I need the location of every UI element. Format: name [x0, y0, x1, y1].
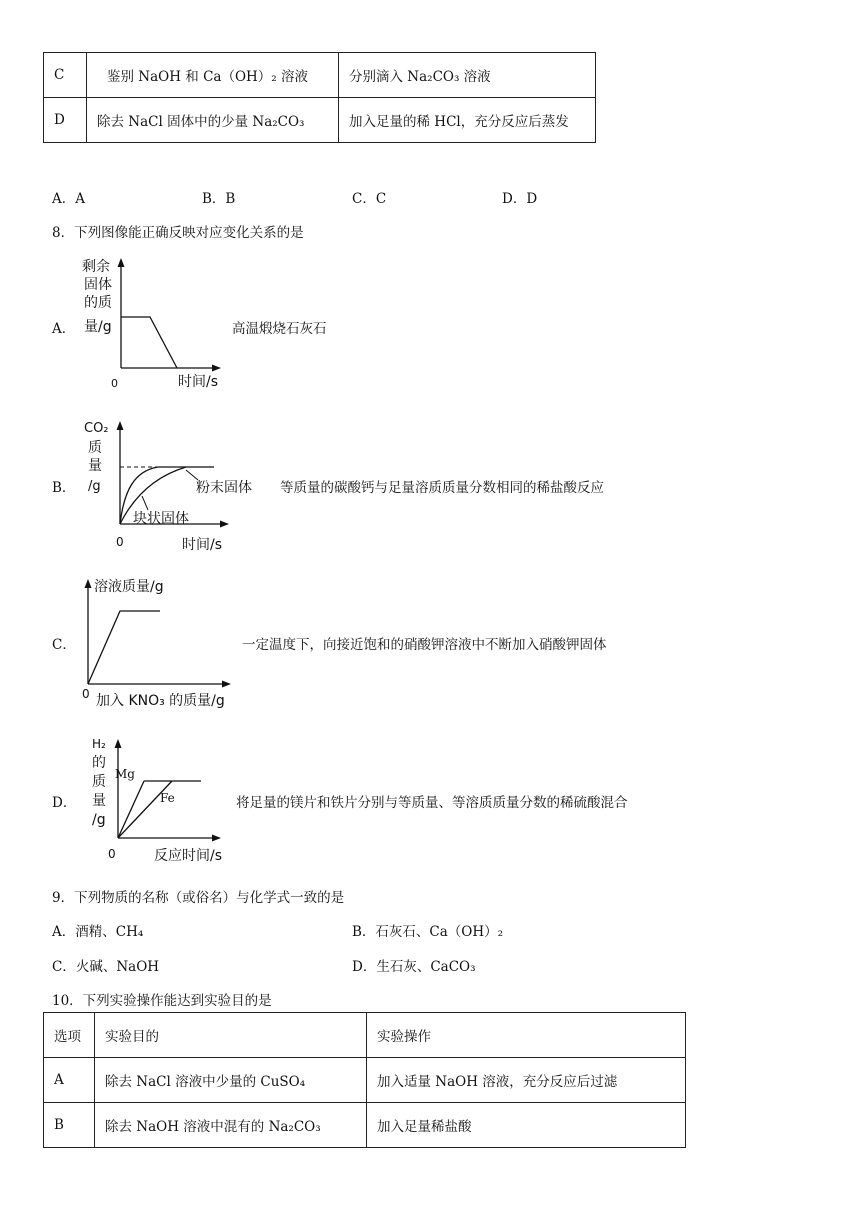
row-operation: 加入足量的稀 HCl，充分反应后蒸发	[339, 98, 596, 143]
q8b-ylabel-2: 质	[88, 440, 102, 456]
row-purpose: 除去 NaOH 溶液中混有的 Na₂CO₃	[95, 1103, 367, 1148]
q8d-curve2-label: Fe	[160, 791, 175, 805]
q8-stem: 8．下列图像能正确反映对应变化关系的是	[52, 225, 304, 241]
q8-option-b-desc: 等质量的碳酸钙与足量溶质质量分数相同的稀盐酸反应	[280, 480, 604, 496]
q8a-xlabel: 时间/s	[178, 374, 219, 390]
q9-option-b[interactable]: B．石灰石、Ca（OH）₂	[352, 924, 504, 940]
table-row	[44, 53, 596, 98]
q8d-ylabel-2: 的	[92, 755, 106, 771]
q8d-xlabel: 反应时间/s	[154, 848, 223, 864]
row-operation: 加入足量稀盐酸	[367, 1103, 686, 1148]
q7-table	[43, 52, 596, 143]
q9-stem: 9．下列物质的名称（或俗名）与化学式一致的是	[52, 890, 345, 906]
q8-graph-a	[76, 256, 236, 396]
q9-option-c[interactable]: C．火碱、NaOH	[52, 959, 160, 975]
q8-option-d-letter[interactable]: D．	[52, 795, 77, 811]
header-purpose: 实验目的	[95, 1013, 367, 1058]
q8a-ylabel-2: 固体	[84, 277, 112, 293]
q8b-ylabel-4: /g	[88, 479, 101, 494]
row-label: B	[44, 1103, 95, 1148]
q8-option-c-letter[interactable]: C．	[52, 637, 76, 653]
q8d-curve1-label: Mg	[115, 767, 135, 781]
q8-option-a-desc: 高温煅烧石灰石	[232, 321, 327, 337]
q8d-ylabel-4: 量	[92, 793, 106, 809]
q7-option-a[interactable]: A．A	[52, 191, 85, 207]
table-header-row	[44, 1013, 686, 1058]
q8-graph-c	[76, 574, 246, 716]
q8a-ylabel-1: 剩余	[82, 259, 110, 275]
q10-table	[43, 1012, 686, 1148]
q8d-ylabel-5: /g	[92, 812, 106, 828]
q8-graph-d	[80, 734, 240, 868]
row-purpose: 鉴别 NaOH 和 Ca（OH）₂ 溶液	[87, 53, 339, 98]
q8-option-b-letter[interactable]: B．	[52, 480, 76, 496]
q7-option-c[interactable]: C．C	[352, 191, 387, 207]
row-label: D	[44, 98, 87, 143]
q8b-ylabel-3: 量	[88, 458, 102, 474]
q8-graph-b	[76, 416, 276, 556]
row-purpose: 除去 NaCl 固体中的少量 Na₂CO₃	[87, 98, 339, 143]
q8a-origin: 0	[111, 377, 118, 390]
q8b-curve1-label: 粉末固体	[196, 480, 252, 496]
header-operation: 实验操作	[367, 1013, 686, 1058]
q8-option-a-letter[interactable]: A．	[52, 321, 76, 337]
q8b-origin: 0	[116, 535, 124, 549]
q8-option-d-desc: 将足量的镁片和铁片分别与等质量、等溶质质量分数的稀硫酸混合	[236, 795, 628, 811]
q8d-ylabel-1: H₂	[92, 737, 106, 751]
q10-stem: 10．下列实验操作能达到实验目的是	[52, 993, 272, 1009]
table-row	[44, 1058, 686, 1103]
q8d-origin: 0	[108, 847, 116, 861]
q8b-curve2-label: 块状固体	[133, 511, 189, 527]
q8b-xlabel: 时间/s	[182, 537, 223, 553]
q7-option-b[interactable]: B．B	[202, 191, 236, 207]
row-label: C	[44, 53, 87, 98]
q8a-ylabel-4: 量/g	[84, 319, 112, 335]
q8c-ylabel: 溶液质量/g	[94, 579, 164, 595]
row-label: A	[44, 1058, 95, 1103]
row-purpose: 除去 NaCl 溶液中少量的 CuSO₄	[95, 1058, 367, 1103]
row-operation: 加入适量 NaOH 溶液，充分反应后过滤	[367, 1058, 686, 1103]
table-row	[44, 98, 596, 143]
q8b-ylabel-1: CO₂	[84, 421, 109, 436]
q8-option-c-desc: 一定温度下，向接近饱和的硝酸钾溶液中不断加入硝酸钾固体	[242, 637, 607, 653]
table-row	[44, 1103, 686, 1148]
row-operation: 分别滴入 Na₂CO₃ 溶液	[339, 53, 596, 98]
q9-option-d[interactable]: D．生石灰、CaCO₃	[352, 959, 476, 975]
q8a-ylabel-3: 的质	[84, 295, 112, 311]
q8c-origin: 0	[82, 687, 90, 701]
header-option: 选项	[44, 1013, 95, 1058]
q8d-ylabel-3: 质	[92, 774, 106, 790]
q8c-xlabel: 加入 KNO₃ 的质量/g	[96, 693, 225, 709]
q9-option-a[interactable]: A．酒精、CH₄	[52, 924, 144, 940]
q7-option-d[interactable]: D．D	[502, 191, 538, 207]
